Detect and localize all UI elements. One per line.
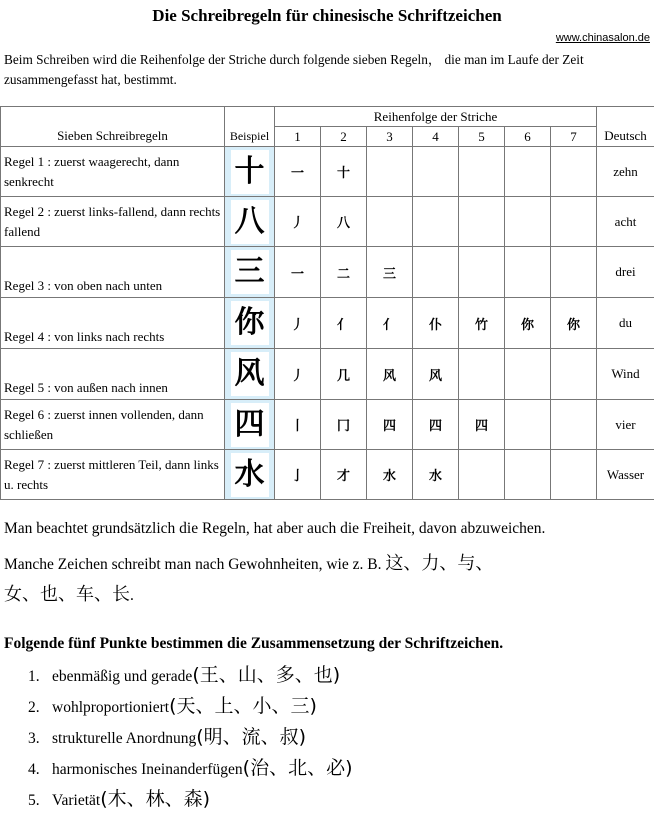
stroke-order-table [0,106,654,500]
point-number: 4. [28,761,40,778]
stroke-step [505,450,551,500]
stroke-step [551,400,597,450]
habits-chars: 这、力、与、 [385,553,494,574]
points-heading: Folgende fünf Punkte bestimmen die Zusammensetzung der Schriftzeichen. [4,635,504,652]
header-stroke-number: 3 [367,127,413,147]
stroke-step: 亅 [275,450,321,500]
stroke-step: 水 [367,450,413,500]
stroke-step [367,197,413,247]
stroke-step [505,247,551,298]
habits-chars-cont: 女、也、车、长 [4,584,130,605]
rule-description: Regel 1 : zuerst waagerecht, dann senkrecht [1,147,225,197]
stroke-step: 仆 [413,298,459,349]
stroke-step: 一 [275,247,321,298]
stroke-step [413,197,459,247]
header-stroke-number: 7 [551,127,597,147]
stroke-step [459,197,505,247]
stroke-step [459,147,505,197]
header-example: Beispiel [225,107,275,147]
list-item [28,722,353,753]
habits-text: Manche Zeichen schreibt man nach Gewohnheiten, wie z. B. [4,556,382,573]
table-row [1,298,654,349]
example-character: 你 [231,301,269,345]
stroke-step: 丿 [275,197,321,247]
stroke-step: 四 [413,400,459,450]
german-translation: zehn [597,147,654,197]
points-list [28,660,353,815]
example-cell [225,349,275,400]
stroke-step [367,147,413,197]
header-german: Deutsch [597,107,654,147]
example-character: 八 [231,200,269,244]
stroke-step [413,247,459,298]
stroke-step [459,349,505,400]
stroke-step: 二 [321,247,367,298]
point-text: strukturelle Anordnung [52,730,197,747]
table-row [1,450,654,500]
stroke-step: 几 [321,349,367,400]
point-examples: (天、上、小、三) [169,695,317,717]
rule-description: Regel 4 : von links nach rechts [1,298,225,349]
stroke-step: 三 [367,247,413,298]
header-rules: Sieben Schreibregeln [1,107,225,147]
header-stroke-number: 1 [275,127,321,147]
header-stroke-order: Reihenfolge der Striche [275,107,597,127]
header-stroke-number: 6 [505,127,551,147]
habits-end: . [130,587,134,604]
german-translation: Wasser [597,450,654,500]
german-translation: acht [597,197,654,247]
list-item [28,660,353,691]
table-row [1,147,654,197]
table-row [1,349,654,400]
german-translation: vier [597,400,654,450]
example-cell [225,147,275,197]
header-stroke-number: 2 [321,127,367,147]
paragraph-rules-freedom: Man beachtet grundsätzlich die Regeln, hat aber auch die Freiheit, davon abzuweichen. [4,520,546,537]
table-row [1,400,654,450]
stroke-step: 冂 [321,400,367,450]
example-character: 风 [231,352,269,396]
german-translation: drei [597,247,654,298]
table-row [1,197,654,247]
stroke-step [551,247,597,298]
example-cell [225,400,275,450]
point-examples: (木、林、森) [100,788,211,810]
stroke-step [505,400,551,450]
stroke-step [459,247,505,298]
example-cell [225,450,275,500]
stroke-step: 才 [321,450,367,500]
list-item [28,784,353,815]
stroke-step [551,450,597,500]
stroke-step: 风 [367,349,413,400]
example-cell [225,247,275,298]
point-text: ebenmäßig und gerade [52,668,193,685]
german-translation: du [597,298,654,349]
stroke-step: 风 [413,349,459,400]
point-examples: (明、流、叔) [196,726,307,748]
stroke-step: 水 [413,450,459,500]
table-row [1,247,654,298]
intro-text: Beim Schreiben wird die Reihenfolge der Striche durch folgende sieben Regeln， die man im Laufe der Zeit zusammengefasst hat, bestimmt. [4,52,584,87]
stroke-step [505,147,551,197]
rule-description: Regel 3 : von oben nach unten [1,247,225,298]
point-number: 3. [28,730,40,747]
example-character: 四 [231,403,269,447]
page-title: Die Schreibregeln für chinesische Schriftzeichen [152,6,502,25]
stroke-step: 亻 [367,298,413,349]
point-number: 1. [28,668,40,685]
paragraph-habits [4,549,654,575]
example-character: 十 [231,150,269,194]
example-cell [225,197,275,247]
rule-description: Regel 7 : zuerst mittleren Teil, dann links u. rechts [1,450,225,500]
example-character: 三 [231,250,269,294]
stroke-step: 丨 [275,400,321,450]
list-item [28,691,353,722]
stroke-step: 四 [459,400,505,450]
stroke-step: 竹 [459,298,505,349]
stroke-step [551,197,597,247]
paragraph-habits-cont [4,580,654,606]
rule-description: Regel 6 : zuerst innen vollenden, dann schließen [1,400,225,450]
point-examples: (王、山、多、也) [192,664,341,686]
stroke-step [505,197,551,247]
point-number: 5. [28,792,40,809]
stroke-step: 丿 [275,298,321,349]
stroke-step [551,349,597,400]
header-stroke-number: 4 [413,127,459,147]
stroke-step: 丿 [275,349,321,400]
point-text: wohlproportioniert [52,699,170,716]
stroke-step: 你 [505,298,551,349]
rule-description: Regel 2 : zuerst links-fallend, dann rechts fallend [1,197,225,247]
stroke-step: 你 [551,298,597,349]
stroke-step [505,349,551,400]
rule-description: Regel 5 : von außen nach innen [1,349,225,400]
stroke-step: 一 [275,147,321,197]
list-item [28,753,353,784]
stroke-step: 亻 [321,298,367,349]
stroke-step [413,147,459,197]
stroke-step: 十 [321,147,367,197]
german-translation: Wind [597,349,654,400]
site-link[interactable]: www.chinasalon.de [555,32,650,44]
point-text: Varietät [52,792,101,809]
example-character: 水 [231,453,269,497]
point-text: harmonisches Ineinanderfügen [52,761,243,778]
point-examples: (治、北、必) [242,757,353,779]
example-cell [225,298,275,349]
header-stroke-number: 5 [459,127,505,147]
stroke-step [551,147,597,197]
stroke-step: 四 [367,400,413,450]
stroke-step: 八 [321,197,367,247]
stroke-step [459,450,505,500]
point-number: 2. [28,699,40,716]
